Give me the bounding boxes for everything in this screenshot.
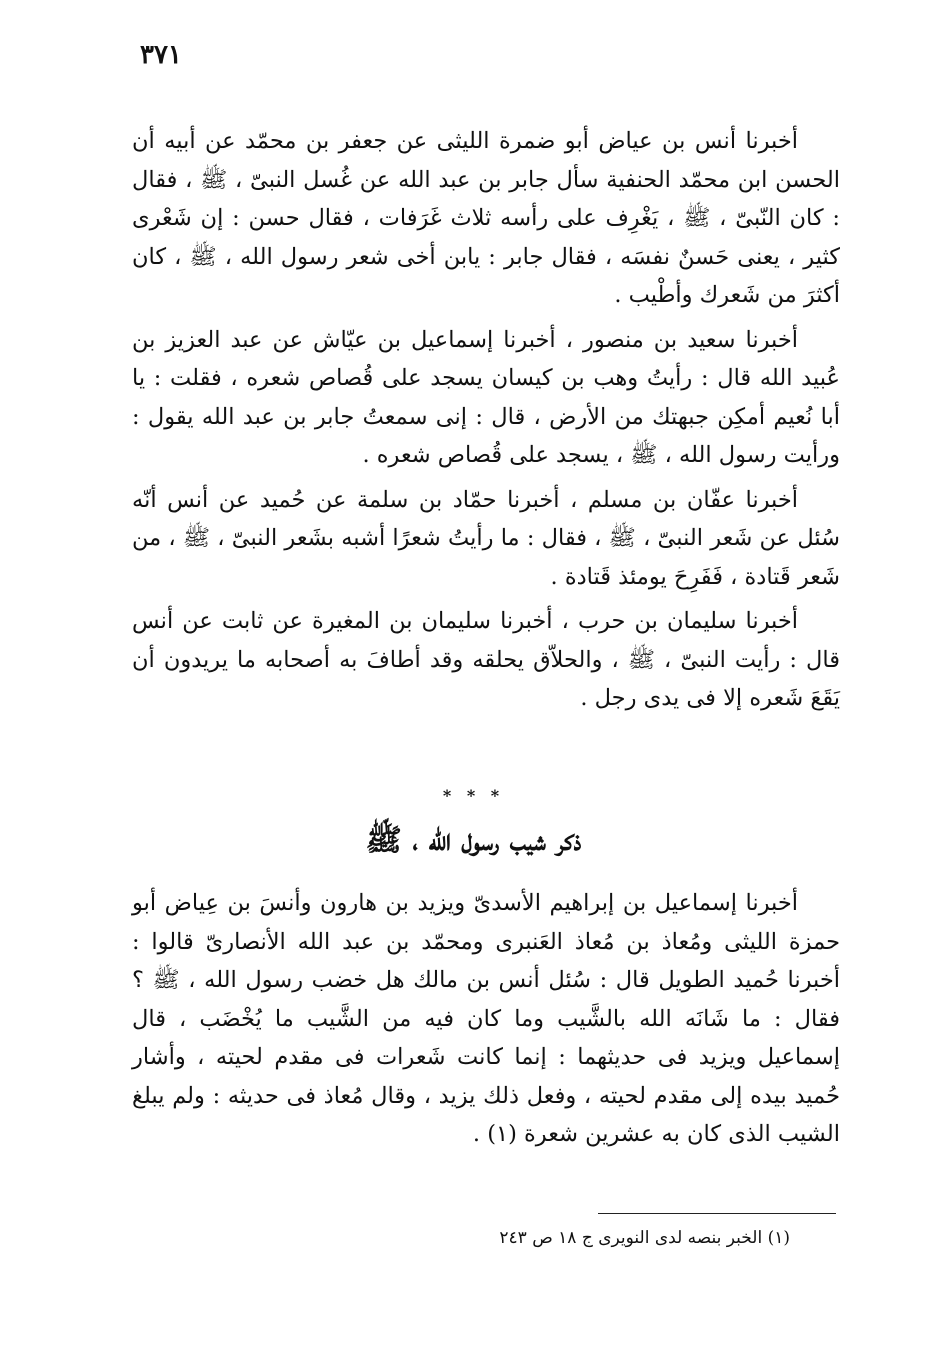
paragraph: أخبرنا عفّان بن مسلم ، أخبرنا حمّاد بن سلمة عن حُميد عن أنس أنّه سُئل عن شَعر النبىّ ، ﷺ ، فقال : ما رأيتُ شعرًا أشبه بشَعر النبىّ ، ﷺ ، من شَعر قَتادة ، فَفَرِحَ يومئذ قَتادة . <box>132 486 840 590</box>
section-body-text <box>132 884 840 1154</box>
footnote: (١) الخبر بنصه لدى النويرى ج ١٨ ص ٢٤٣ <box>499 1228 790 1248</box>
page-number: ٣٧١ <box>140 40 182 70</box>
section-heading: ذكر شيب رسول الله ، ﷺ <box>365 823 582 858</box>
paragraph: أخبرنا إسماعيل بن إبراهيم الأسدىّ ويزيد بن هارون وأنسَ بن عِياض أبو حمزة الليثى ومُعاذ بن مُعاذ العَنبرى ومحمّد بن عبد الله الأنصارىّ قالوا : أخبرنا حُميد الطويل قال : سُئل أنس بن مالك هل خضب رسول الله ، ﷺ ؟ فقال : ما شَانَه الله بالشَّيب وما كان فيه من الشَّيب ما يُخْضَب ، قال إسماعيل ويزيد فى حديثهما : إنما كانت شَعرات فى مقدم لحيته ، وأشار حُميد بيده إلى مقدم لحيته ، وفعل ذلك يزيد ، وقال مُعاذ فى حديثه : ولم يبلغ الشيب الذى كان به عشرين شعرة (١) . <box>132 890 840 1147</box>
paragraph: أخبرنا أنس بن عياض أبو ضمرة الليثى عن جعفر بن محمّد عن أبيه أن الحسن ابن محمّد الحنفية سأل جابر بن عبد الله عن غُسل النبىّ ، ﷺ ، فقال : كان النّبىّ ، ﷺ ، يَغْرِف على رأسه ثلاث غَرَفات ، فقال حسن : إن شَعْرى كثير ، يعنى حَسنٌ نفسَه ، فقال جابر : يابن أخى شعر رسول الله ، ﷺ ، كان أكثرَ من شَعرك وأطْيب . <box>132 128 840 308</box>
body-text <box>132 122 840 718</box>
footnote-divider <box>598 1213 836 1214</box>
paragraph: أخبرنا سليمان بن حرب ، أخبرنا سليمان بن المغيرة عن ثابت عن أنس قال : رأيت النبىّ ، ﷺ ، والحلاّق يحلقه وقد أطافَ به أصحابه ما يريدون أن يَقَعَ شَعره إلا فى يدى رجل . <box>132 608 840 711</box>
paragraph: أخبرنا سعيد بن منصور ، أخبرنا إسماعيل بن عيّاش عن عبد العزيز بن عُبيد الله قال : رأيتُ وهب بن كيسان يسجد على قُصاص شعره ، فقلت : يا أبا نُعيم أمكِن جبهتك من الأرض ، قال : إنى سمعتُ جابر بن عبد الله يقول : ورأيت رسول الله ، ﷺ ، يسجد على قُصاص شعره . <box>132 326 840 468</box>
section-separator: * * * <box>442 786 505 805</box>
